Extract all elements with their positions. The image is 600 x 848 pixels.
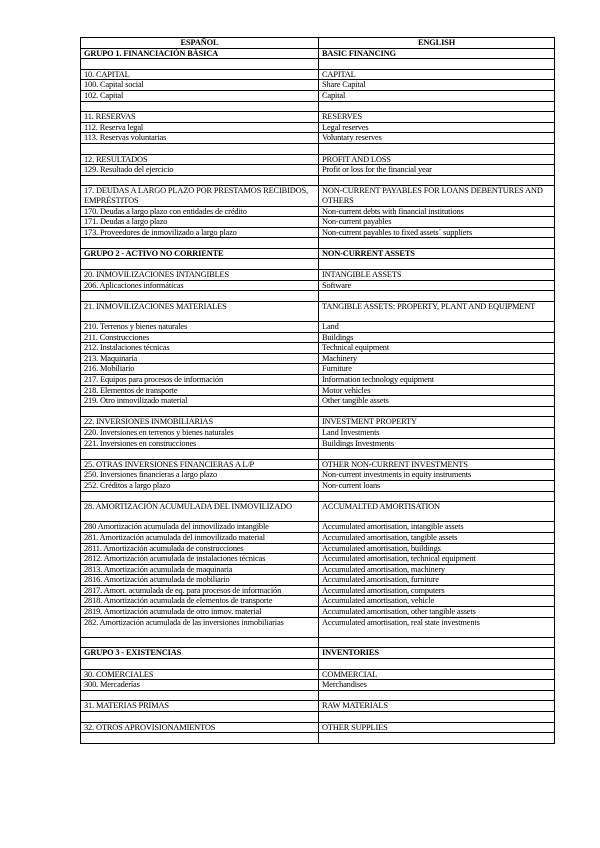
spanish-term: 32. OTROS APROVISIONAMIENTOS bbox=[81, 722, 319, 733]
account-row bbox=[81, 396, 555, 407]
spanish-term: 11. RESERVAS bbox=[81, 112, 319, 123]
spanish-term bbox=[81, 712, 319, 723]
spanish-term: 250. Inversiones financieras a largo plazo bbox=[81, 470, 319, 481]
spanish-term: 28. AMORTIZACIÓN ACUMULADA DEL INMOVILIZADO bbox=[81, 502, 319, 522]
header-spanish: ESPAÑOL bbox=[81, 38, 319, 49]
english-term: Voluntary reserves bbox=[319, 133, 555, 144]
spanish-term: 2819. Amortización acumulada de otro inmov. material bbox=[81, 607, 319, 618]
english-term: Accumulated amortisation, vehicle bbox=[319, 596, 555, 607]
english-term: TANGIBLE ASSETS: PROPERTY, PLANT AND EQUIPMENT bbox=[319, 301, 555, 321]
spacer-row bbox=[81, 733, 555, 744]
account-row bbox=[81, 332, 555, 343]
header-english: ENGLISH bbox=[319, 38, 555, 49]
english-term: Accumulated amortisation, buildings bbox=[319, 543, 555, 554]
spanish-term: 2818. Amortización acumulada de elementos de transporte bbox=[81, 596, 319, 607]
subgroup-row bbox=[81, 701, 555, 712]
spanish-term: GRUPO 1. FINANCIACIÓN BÁSICA bbox=[81, 48, 319, 59]
english-term: Machinery bbox=[319, 353, 555, 364]
spanish-term bbox=[81, 491, 319, 502]
account-row bbox=[81, 532, 555, 543]
english-term: NON-CURRENT ASSETS bbox=[319, 248, 555, 259]
spanish-term: 281. Amortización acumulada del inmovilizado material bbox=[81, 532, 319, 543]
english-term: CAPITAL bbox=[319, 69, 555, 80]
account-row bbox=[81, 607, 555, 618]
english-term: INVESTMENT PROPERTY bbox=[319, 417, 555, 428]
english-term bbox=[319, 690, 555, 701]
spanish-term: 100. Capital social bbox=[81, 80, 319, 91]
group-heading-row bbox=[81, 48, 555, 59]
spanish-term: 2816. Amortización acumulada de mobiliario bbox=[81, 575, 319, 586]
english-term: Accumulated amortisation, other tangible assets bbox=[319, 607, 555, 618]
english-term bbox=[319, 449, 555, 460]
glossary-body bbox=[81, 48, 555, 743]
header-row bbox=[81, 38, 555, 49]
english-term: Non-current investments in equity instruments bbox=[319, 470, 555, 481]
spanish-term: 20. INMOVILIZACIONES INTANGIBLES bbox=[81, 270, 319, 281]
spacer-row bbox=[81, 238, 555, 249]
account-row bbox=[81, 480, 555, 491]
english-term bbox=[319, 291, 555, 302]
group-heading-row bbox=[81, 248, 555, 259]
account-row bbox=[81, 470, 555, 481]
spanish-term: 12. RESULTADOS bbox=[81, 154, 319, 165]
account-row bbox=[81, 133, 555, 144]
spacer-row bbox=[81, 449, 555, 460]
english-term: Non-current payables to fixed assets´ suppliers bbox=[319, 227, 555, 238]
spanish-term bbox=[81, 659, 319, 670]
english-term: OTHER NON-CURRENT INVESTMENTS bbox=[319, 459, 555, 470]
account-row bbox=[81, 680, 555, 691]
english-term: Accumulated amortisation, tangible assets bbox=[319, 532, 555, 543]
spanish-term: 211. Construcciones bbox=[81, 332, 319, 343]
english-term: Accumulated amortisation, machinery bbox=[319, 564, 555, 575]
english-term: Accumulated amortisation, furniture bbox=[319, 575, 555, 586]
subgroup-row bbox=[81, 301, 555, 321]
group-heading-row bbox=[81, 648, 555, 659]
account-row bbox=[81, 438, 555, 449]
spanish-term bbox=[81, 259, 319, 270]
english-term: Buildings Investments bbox=[319, 438, 555, 449]
account-row bbox=[81, 364, 555, 375]
english-term: INVENTORIES bbox=[319, 648, 555, 659]
spanish-term bbox=[81, 406, 319, 417]
english-term: ACCUMALTED AMORTISATION bbox=[319, 502, 555, 522]
english-term: PROFIT AND LOSS bbox=[319, 154, 555, 165]
account-row bbox=[81, 217, 555, 228]
spanish-term bbox=[81, 101, 319, 112]
account-row bbox=[81, 554, 555, 565]
spanish-term bbox=[81, 175, 319, 186]
spanish-term: 216. Mobiliario bbox=[81, 364, 319, 375]
spacer-row bbox=[81, 259, 555, 270]
spacer-row bbox=[81, 101, 555, 112]
english-term: Accumulated amortisation, technical equipment bbox=[319, 554, 555, 565]
english-term bbox=[319, 101, 555, 112]
spanish-term: 206. Aplicaciones informáticas bbox=[81, 280, 319, 291]
spanish-term: 10. CAPITAL bbox=[81, 69, 319, 80]
english-term: Accumulated amortisation, computers bbox=[319, 585, 555, 596]
english-term: Accumulated amortisation, real state investments bbox=[319, 617, 555, 637]
account-row bbox=[81, 322, 555, 333]
spanish-term: 212. Instalaciones técnicas bbox=[81, 343, 319, 354]
english-term: Non-current loans bbox=[319, 480, 555, 491]
spanish-term: 217. Equipos para procesos de información bbox=[81, 375, 319, 386]
account-row bbox=[81, 585, 555, 596]
account-row bbox=[81, 227, 555, 238]
account-row bbox=[81, 617, 555, 637]
english-term bbox=[319, 143, 555, 154]
account-row bbox=[81, 165, 555, 176]
english-term: Motor vehicles bbox=[319, 385, 555, 396]
spacer-row bbox=[81, 491, 555, 502]
spanish-term: 25. OTRAS INVERSIONES FINANCIERAS A L/P bbox=[81, 459, 319, 470]
english-term: Software bbox=[319, 280, 555, 291]
account-row bbox=[81, 385, 555, 396]
spanish-term: GRUPO 3 - EXISTENCIAS bbox=[81, 648, 319, 659]
english-term: OTHER SUPPLIES bbox=[319, 722, 555, 733]
english-term: Information technology equipment bbox=[319, 375, 555, 386]
english-term bbox=[319, 733, 555, 744]
spanish-term: 31. MATERIAS PRIMAS bbox=[81, 701, 319, 712]
account-row bbox=[81, 90, 555, 101]
english-term bbox=[319, 406, 555, 417]
spanish-term: 129. Resultado del ejercicio bbox=[81, 165, 319, 176]
spanish-term: 280 Amortización acumulada del inmovilizado intangible bbox=[81, 522, 319, 533]
english-term bbox=[319, 491, 555, 502]
subgroup-row bbox=[81, 502, 555, 522]
english-term: Other tangible assets bbox=[319, 396, 555, 407]
spanish-term: 102. Capital bbox=[81, 90, 319, 101]
spacer-row bbox=[81, 175, 555, 186]
spanish-term: 282. Amortización acumulada de las inversiones inmobiliarias bbox=[81, 617, 319, 637]
spanish-term: 210. Terrenos y bienes naturales bbox=[81, 322, 319, 333]
subgroup-row bbox=[81, 270, 555, 281]
subgroup-row bbox=[81, 459, 555, 470]
spanish-term bbox=[81, 238, 319, 249]
english-term: Non-current payables bbox=[319, 217, 555, 228]
spanish-term: 113. Reservas voluntarias bbox=[81, 133, 319, 144]
english-term: Non-current debts with financial institutions bbox=[319, 206, 555, 217]
english-term: Furniture bbox=[319, 364, 555, 375]
account-row bbox=[81, 343, 555, 354]
account-row bbox=[81, 280, 555, 291]
spanish-term: 213. Maquinaria bbox=[81, 353, 319, 364]
english-term bbox=[319, 712, 555, 723]
english-term: Buildings bbox=[319, 332, 555, 343]
spacer-row bbox=[81, 690, 555, 701]
spanish-term: 2811. Amortización acumulada de construcciones bbox=[81, 543, 319, 554]
english-term: Legal reserves bbox=[319, 122, 555, 133]
spanish-term bbox=[81, 733, 319, 744]
subgroup-row bbox=[81, 722, 555, 733]
subgroup-row bbox=[81, 669, 555, 680]
english-term: RESERVES bbox=[319, 112, 555, 123]
english-term bbox=[319, 175, 555, 186]
spanish-term: 2817. Amort. acumulada de eq. para procesos de información bbox=[81, 585, 319, 596]
spacer-row bbox=[81, 291, 555, 302]
english-term bbox=[319, 238, 555, 249]
account-row bbox=[81, 522, 555, 533]
spanish-term bbox=[81, 291, 319, 302]
subgroup-row bbox=[81, 417, 555, 428]
spacer-row bbox=[81, 406, 555, 417]
account-row bbox=[81, 206, 555, 217]
english-term: INTANGIBLE ASSETS bbox=[319, 270, 555, 281]
spanish-term: 173. Proveedores de inmovilizado a largo plazo bbox=[81, 227, 319, 238]
subgroup-row bbox=[81, 69, 555, 80]
glossary-table bbox=[80, 37, 555, 744]
account-row bbox=[81, 596, 555, 607]
spanish-term bbox=[81, 143, 319, 154]
spacer-row bbox=[81, 637, 555, 648]
account-row bbox=[81, 80, 555, 91]
spanish-term: 21. INMOVILIZACIONES MATERIALES bbox=[81, 301, 319, 321]
spanish-term: 22. INVERSIONES INMOBILIARIAS bbox=[81, 417, 319, 428]
english-term: Accumulated amortisation, intangible assets bbox=[319, 522, 555, 533]
spacer-row bbox=[81, 659, 555, 670]
english-term: Capital bbox=[319, 90, 555, 101]
account-row bbox=[81, 427, 555, 438]
english-term: Technical equipment bbox=[319, 343, 555, 354]
english-term: NON-CURRENT PAYABLES FOR LOANS DEBENTURES AND OTHERS bbox=[319, 186, 555, 206]
english-term bbox=[319, 637, 555, 648]
spanish-term bbox=[81, 637, 319, 648]
account-row bbox=[81, 543, 555, 554]
spanish-term: 2813. Amortización acumulada de maquinaria bbox=[81, 564, 319, 575]
spanish-term: 30. COMERCIALES bbox=[81, 669, 319, 680]
spanish-term: 170. Deudas a largo plazo con entidades de crédito bbox=[81, 206, 319, 217]
english-term: Share Capital bbox=[319, 80, 555, 91]
spacer-row bbox=[81, 143, 555, 154]
english-term bbox=[319, 59, 555, 70]
english-term: Profit or loss for the financial year bbox=[319, 165, 555, 176]
english-term: BASIC FINANCING bbox=[319, 48, 555, 59]
spanish-term: 300. Mercaderías bbox=[81, 680, 319, 691]
account-row bbox=[81, 375, 555, 386]
english-term bbox=[319, 659, 555, 670]
spanish-term bbox=[81, 690, 319, 701]
english-term: Land bbox=[319, 322, 555, 333]
account-row bbox=[81, 575, 555, 586]
english-term: Land Investments bbox=[319, 427, 555, 438]
english-term: COMMERCIAL bbox=[319, 669, 555, 680]
spanish-term: GRUPO 2 - ACTIVO NO CORRIENTE bbox=[81, 248, 319, 259]
spanish-term bbox=[81, 449, 319, 460]
spacer-row bbox=[81, 59, 555, 70]
spanish-term: 112. Reserva legal bbox=[81, 122, 319, 133]
spanish-term bbox=[81, 59, 319, 70]
spanish-term: 221. Inversiones en construcciones bbox=[81, 438, 319, 449]
spanish-term: 218. Elementos de transporte bbox=[81, 385, 319, 396]
spanish-term: 171. Deudas a largo plazo bbox=[81, 217, 319, 228]
account-row bbox=[81, 122, 555, 133]
subgroup-row bbox=[81, 154, 555, 165]
account-row bbox=[81, 564, 555, 575]
english-term bbox=[319, 259, 555, 270]
spanish-term: 2812. Amortización acumulada de instalaciones técnicas bbox=[81, 554, 319, 565]
spanish-term: 252. Créditos a largo plazo bbox=[81, 480, 319, 491]
english-term: Merchandises bbox=[319, 680, 555, 691]
spanish-term: 17. DEUDAS A LARGO PLAZO POR PRESTAMOS RECIBIDOS, EMPRÉSTITOS bbox=[81, 186, 319, 206]
account-row bbox=[81, 353, 555, 364]
subgroup-row bbox=[81, 112, 555, 123]
spanish-term: 220. Inversiones en terrenos y bienes naturales bbox=[81, 427, 319, 438]
subgroup-row bbox=[81, 186, 555, 206]
spanish-term: 219. Otro inmovilizado material bbox=[81, 396, 319, 407]
english-term: RAW MATERIALS bbox=[319, 701, 555, 712]
spacer-row bbox=[81, 712, 555, 723]
